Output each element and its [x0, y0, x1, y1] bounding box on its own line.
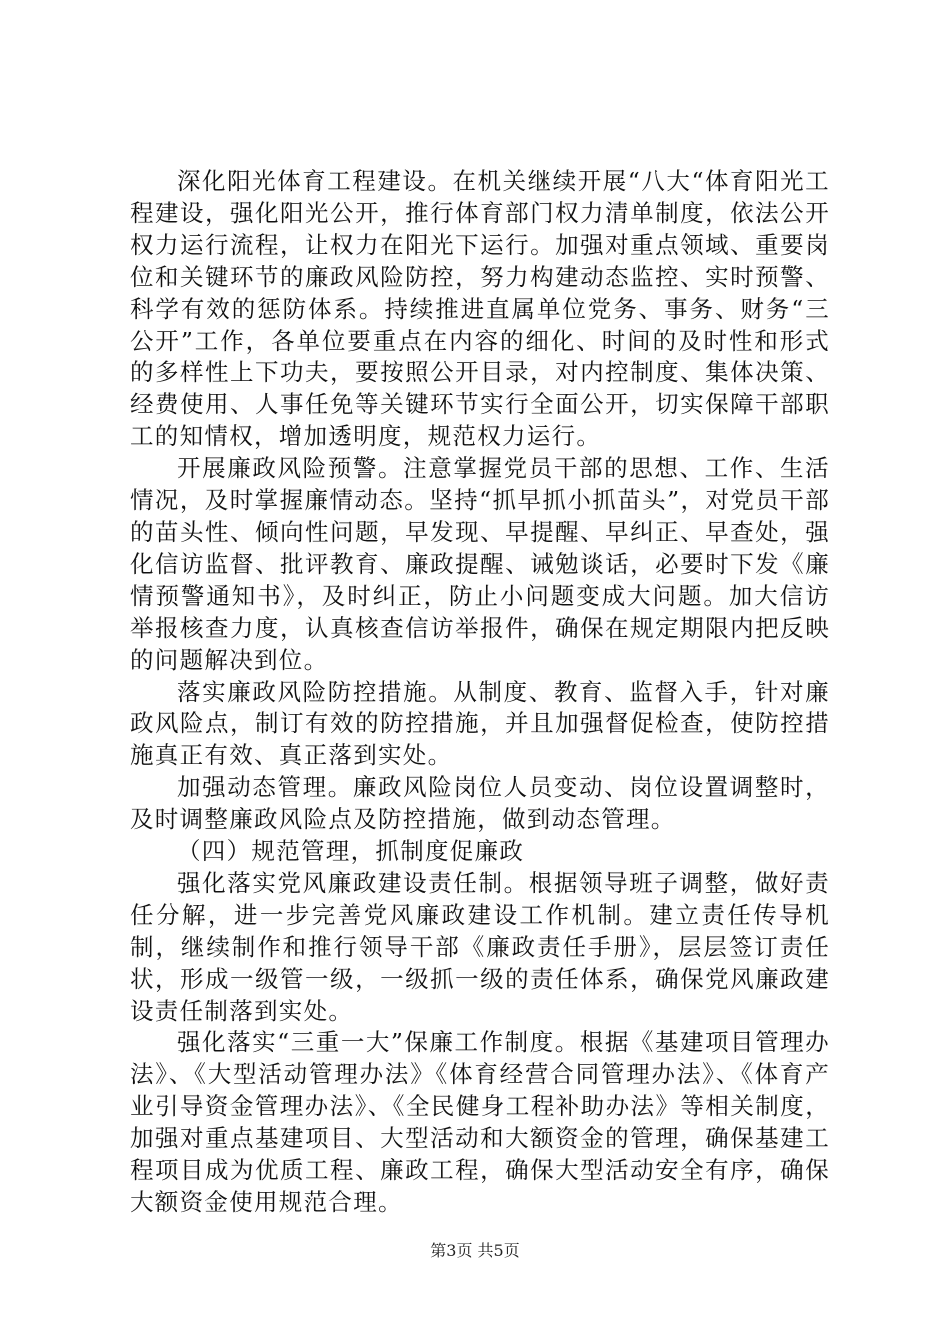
paragraph-dynamic-management: 加强动态管理。廉政风险岗位人员变动、岗位设置调整时，及时调整廉政风险点及防控措施，做到动态管理。 [130, 773, 830, 834]
paragraph-sunshine-sports: 深化阳光体育工程建设。在机关继续开展“八大“体育阳光工程建设，强化阳光公开，推行体育部门权力清单制度，依法公开权力运行流程，让权力在阳光下运行。加强对重点领域、重要岗位和关键环节的廉政风险防控，努力构建动态监控、实时预警、科学有效的惩防体系。持续推进直属单位党务、事务、财务“三公开”工作，各单位要重点在内容的细化、时间的及时性和形式的多样性上下功夫，要按照公开目录，对内控制度、集体决策、经费使用、人事任免等关键环节实行全面公开，切实保障干部职工的知情权，增加透明度，规范权力运行。 [130, 167, 830, 451]
page-number-footer: 第3页 共5页 [430, 1241, 520, 1260]
paragraph-responsibility-system: 强化落实党风廉政建设责任制。根据领导班子调整，做好责任分解，进一步完善党风廉政建设工作机制。建立责任传导机制，继续制作和推行领导干部《廉政责任手册》，层层签订责任状，形成一级管一级，一级抓一级的责任体系，确保党风廉政建设责任制落到实处。 [130, 868, 830, 1025]
paragraph-control-measures: 落实廉政风险防控措施。从制度、教育、监督入手，针对廉政风险点，制订有效的防控措施，并且加强督促检查，使防控措施真正有效、真正落到实处。 [130, 677, 830, 770]
paragraph-risk-warning: 开展廉政风险预警。注意掌握党员干部的思想、工作、生活情况，及时掌握廉情动态。坚持“抓早抓小抓苗头”，对党员干部的苗头性、倾向性问题，早发现、早提醒、早纠正、早查处，强化信访监督、批评教育、廉政提醒、诫勉谈话，必要时下发《廉情预警通知书》，及时纠正，防止小问题变成大问题。加大信访举报核查力度，认真核查信访举报件，确保在规定期限内把反映的问题解决到位。 [130, 454, 830, 674]
document-body [130, 166, 830, 1219]
paragraph-three-important-one-big: 强化落实“三重一大”保廉工作制度。根据《基建项目管理办法》、《大型活动管理办法》《体育经营合同管理办法》、《体育产业引导资金管理办法》、《全民健身工程补助办法》等相关制度，加强对重点基建项目、大型活动和大额资金的管理，确保基建工程项目成为优质工程、廉政工程，确保大型活动安全有序，确保大额资金使用规范合理。 [130, 1028, 830, 1216]
section-heading-four: （四）规范管理，抓制度促廉政 [177, 837, 525, 866]
